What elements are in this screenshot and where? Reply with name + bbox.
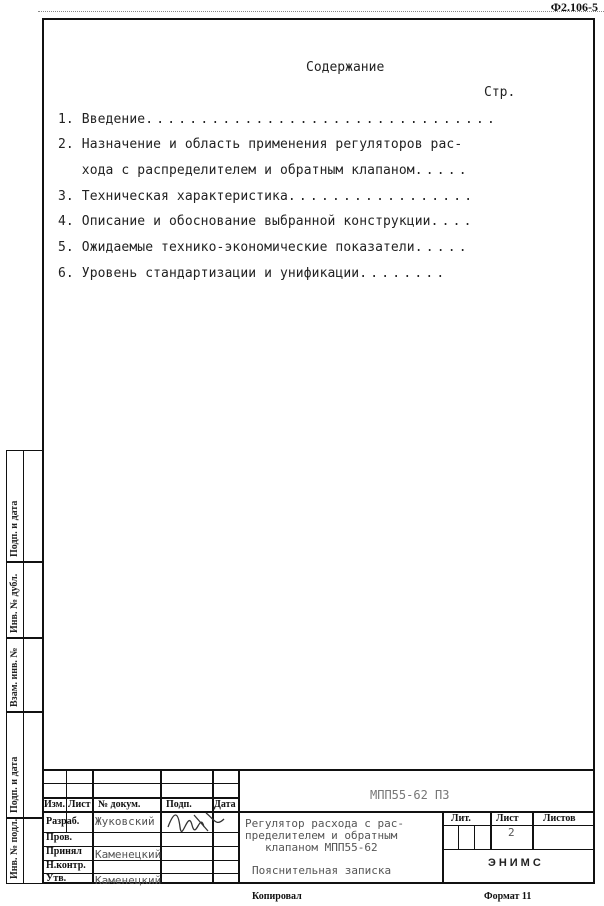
doc-title-line-1: Регулятор расхода с рас-	[245, 817, 404, 830]
developer-name: Жуковский	[95, 815, 155, 828]
doc-title-line-3: клапаном МПП55-62	[265, 841, 378, 854]
toc-item: 5. Ожидаемые технико-экономические показатели.....	[58, 240, 470, 255]
top-margin-line	[38, 11, 604, 13]
sheet-number: 2	[508, 826, 515, 839]
col-header-sheet: Лист	[68, 799, 91, 810]
col-header-date: Дата	[214, 799, 236, 810]
side-stamp-dup-inv: Инв. № дубл.	[6, 562, 43, 638]
toc-item: хода с распределителем и обратным клапаном.....	[58, 163, 470, 178]
toc-item: 4. Описание и обоснование выбранной конструкции....	[58, 214, 475, 229]
lit-label: Лит.	[451, 813, 471, 824]
copied-label: Копировал	[252, 891, 302, 902]
side-stamp-sign-date-1: Подп. и дата	[6, 450, 43, 562]
role-checked: Пров.	[46, 832, 72, 843]
toc-item: 2. Назначение и область применения регуляторов рас-	[58, 137, 463, 152]
role-developer: Разраб.	[46, 816, 80, 827]
toc-item: 6. Уровень стандартизации и унификации........	[58, 266, 448, 281]
doc-type: Пояснительная записка	[252, 864, 392, 877]
document-code: МПП55-62 ПЗ	[370, 788, 450, 802]
side-stamp-orig-inv: Инв. № подл.	[6, 818, 43, 884]
doc-title-line-2: пределителем и обратным	[245, 829, 398, 842]
sheet-label: Лист	[496, 813, 519, 824]
accepted-name: Каменецкий	[95, 848, 162, 861]
contents-title: Содержание	[306, 60, 385, 75]
role-accepted: Принял	[46, 846, 82, 857]
toc-item: 3. Техническая характеристика.................	[58, 189, 476, 204]
signature-icon	[164, 805, 234, 837]
col-header-sign: Подп.	[166, 799, 192, 810]
side-stamp-sign-date-2: Подп. и дата	[6, 712, 43, 818]
format-label: Формат 11	[484, 891, 532, 902]
role-approved: Утв.	[46, 873, 67, 884]
approved-name: Каменецкий	[95, 874, 162, 887]
organization-name: ЭНИМС	[488, 857, 544, 869]
col-header-doc-no: № докум.	[98, 799, 141, 810]
page-column-label: Стр.	[484, 85, 516, 100]
side-stamp-repl-inv: Взам. инв. №	[6, 638, 43, 712]
toc-item: 1. Введение................................	[58, 112, 499, 127]
col-header-change: Изм.	[44, 799, 65, 810]
role-norm-control: Н.контр.	[46, 860, 86, 871]
sheets-count-label: Листов	[543, 813, 576, 824]
form-code: Ф2.106-5	[550, 0, 598, 14]
